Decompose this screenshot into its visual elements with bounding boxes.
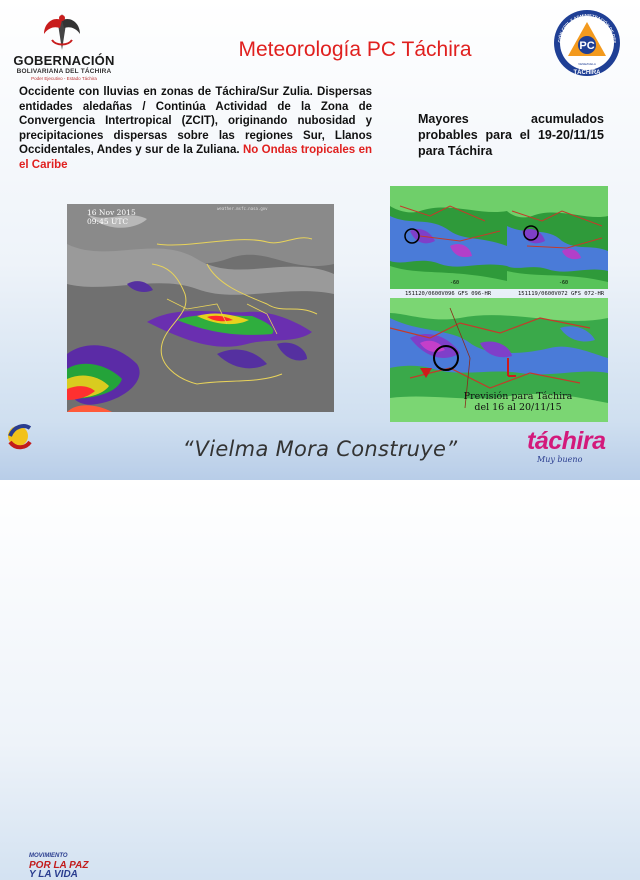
satellite-date: 16 Nov 2015 (87, 208, 136, 217)
tachira-wordmark: táchira (527, 427, 606, 455)
map-b-caption: 151119/0600V072 GFS 072-HR (518, 291, 605, 297)
forecast-label: Previsión para Táchira del 16 al 20/11/15 (463, 391, 573, 413)
proteccion-civil-logo (552, 8, 622, 78)
satellite-timestamp (87, 208, 136, 226)
model-map-a (390, 186, 507, 289)
tachira-brand (527, 424, 627, 474)
crest-icon (38, 10, 86, 54)
gov-tagline: Poder Ejecutivo - Estado Táchira (31, 76, 97, 81)
satellite-map-graphic (67, 204, 334, 412)
pc-logo-center: PC (579, 40, 595, 52)
report-text (19, 85, 372, 173)
gov-subtitle: BOLIVARIANA DEL TÁCHIRA (16, 68, 112, 75)
movimiento-logo (4, 414, 89, 880)
movimiento-line1: MOVIMIENTO (29, 853, 68, 859)
satellite-time: 09:45 UTC (87, 217, 129, 226)
pc-logo-bottom: TÁCHIRA (573, 70, 601, 76)
model-map-a-graphic (390, 186, 507, 289)
gov-title: GOBERNACIÓN (13, 53, 115, 68)
map-b-axis: -60 (559, 280, 569, 286)
pc-logo-small: VENEZUELA (578, 62, 596, 66)
map-a-caption: 151120/0600V096 GFS 096-HR (405, 291, 492, 297)
gobernacion-logo (8, 10, 120, 80)
satellite-image (67, 204, 334, 412)
report-body: Occidente con lluvias en zonas de Táchira/Sur Zulia. Dispersas entidades aledañas / Continúa Actividad de la Zona de Convergencia Intertropical (ZCIT), originando nubosidad y precipitaciones dispersas sobre las regiones Sur, Llanos Occidentales, Andes y sur de la Zuliana. (19, 86, 372, 157)
forecast-heading: Mayores acumulados probables para el 19-20/11/15 para Táchira (418, 112, 604, 158)
satellite-source: weather.msfc.nasa.gov (217, 206, 268, 211)
page-title: Meteorología PC Táchira (238, 38, 472, 61)
report-alert: No Ondas tropicales en el Caribe (19, 144, 372, 171)
model-map-b (507, 186, 608, 289)
map-a-axis: -60 (450, 280, 460, 286)
movimiento-logo-graphic (4, 414, 76, 476)
movimiento-line2: POR LA PAZ (29, 860, 89, 871)
model-map-b-graphic (507, 186, 608, 289)
tachira-slogan: Muy bueno (537, 455, 583, 464)
footer-quote: “Vielma Mora Construye” (182, 437, 458, 461)
movimiento-text (29, 852, 88, 879)
pc-logo-ring-text: CIÓN CIVIL Y ADMINISTRACIÓN DE DES (556, 12, 618, 44)
movimiento-line3: Y LA VIDA (29, 869, 78, 880)
